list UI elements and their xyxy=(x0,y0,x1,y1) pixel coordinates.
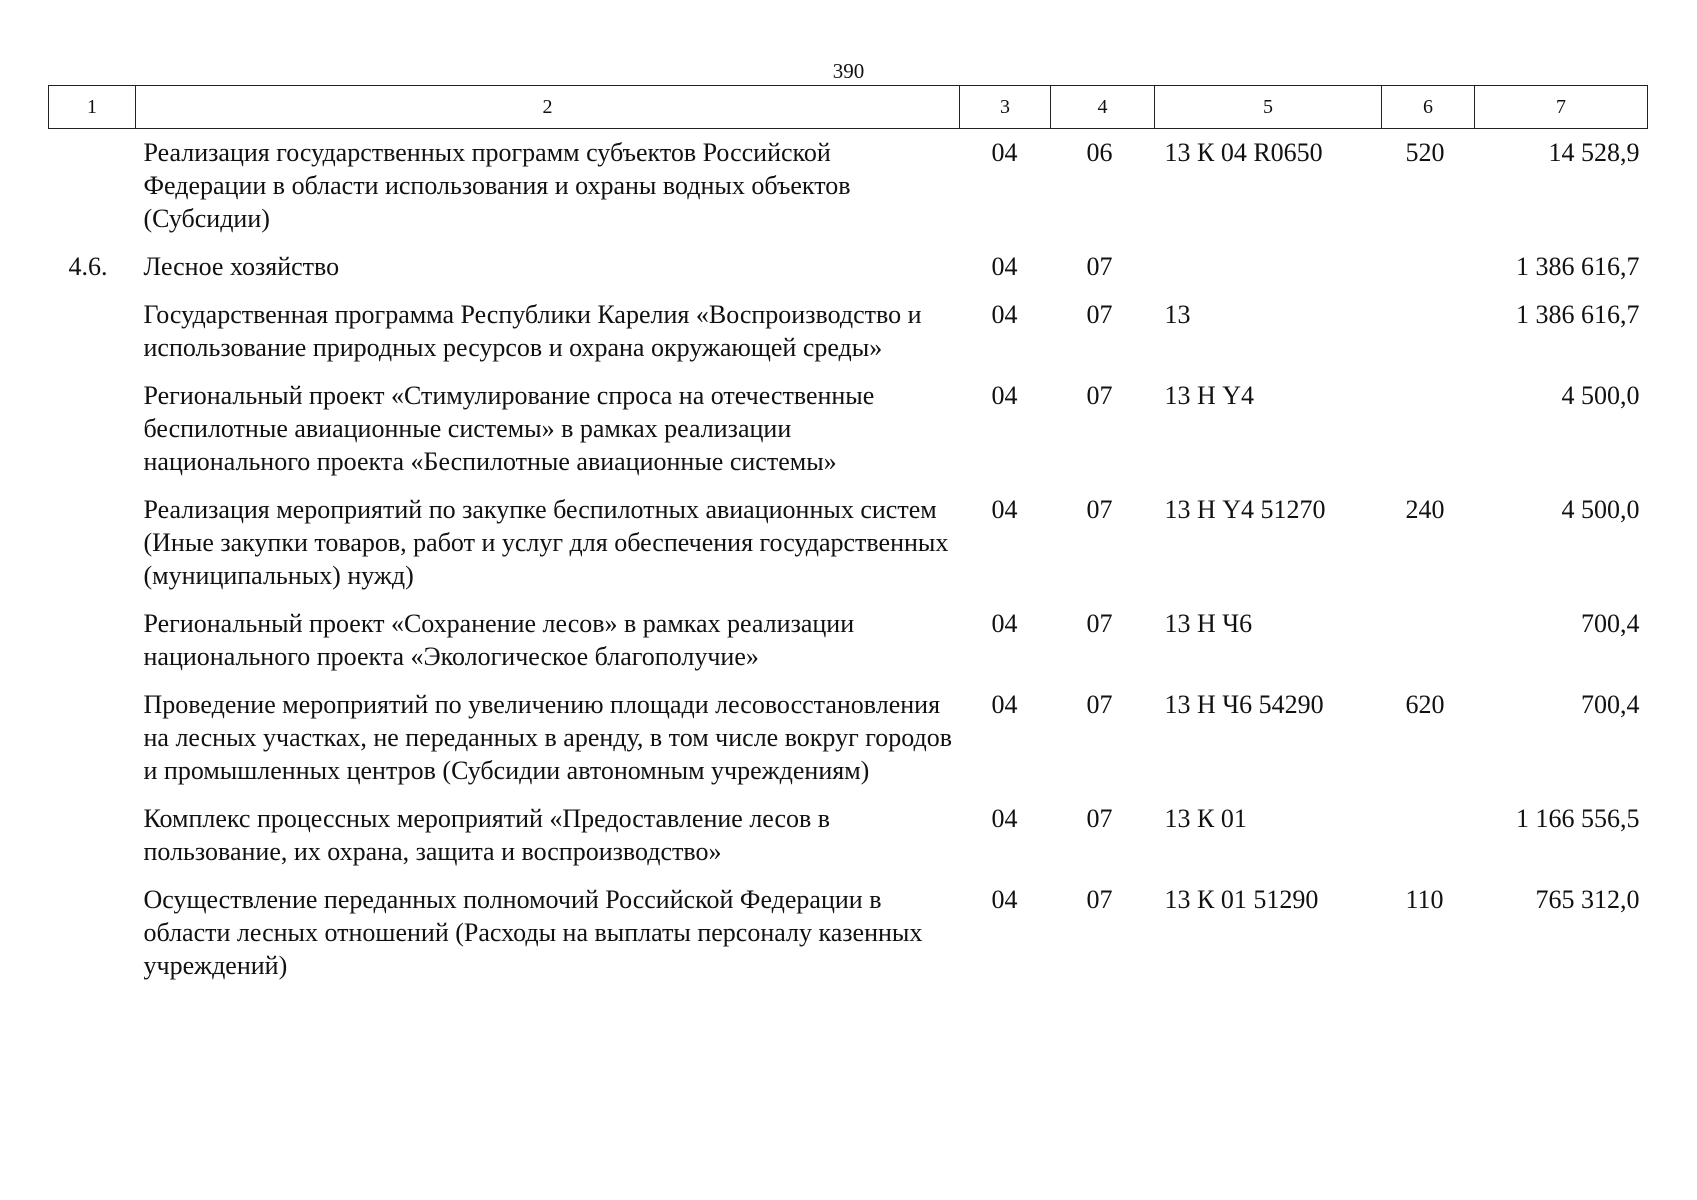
row-subsection-code: 07 xyxy=(1086,300,1113,329)
row-amount: 700,4 xyxy=(1581,690,1640,719)
row-number xyxy=(49,883,136,997)
table-row xyxy=(49,129,1648,251)
row-number xyxy=(49,802,136,883)
row-name: Проведение мероприятий по увеличению площади лесовосстановления на лесных участках, не переданных в аренду, в том числе вокруг городов и промышленных центров (Субсидии автономным учреждениям) xyxy=(143,690,953,785)
table-row xyxy=(49,688,1648,802)
budget-table-container xyxy=(48,85,1647,997)
table-row xyxy=(49,379,1648,493)
row-section-code: 04 xyxy=(991,381,1018,410)
row-name: Региональный проект «Сохранение лесов» в рамках реализации национального проекта «Экологическое благополучие» xyxy=(143,609,855,671)
row-subsection-code: 07 xyxy=(1086,885,1113,914)
row-expense-type xyxy=(1382,250,1475,298)
table-row xyxy=(49,802,1648,883)
row-target-article: 13 К 01 xyxy=(1164,804,1247,833)
row-amount: 765 312,0 xyxy=(1535,885,1640,914)
row-name: Государственная программа Республики Карелия «Воспроизводство и использование природных ресурсов и охрана окружающей среды» xyxy=(143,300,922,362)
row-name: Осуществление переданных полномочий Российской Федерации в области лесных отношений (Расходы на выплаты персоналу казенных учреждений) xyxy=(143,885,923,980)
column-header-5: 5 xyxy=(1155,86,1382,129)
row-section-code: 04 xyxy=(991,252,1018,281)
row-target-article: 13 Н Ч6 xyxy=(1164,609,1253,638)
row-amount: 4 500,0 xyxy=(1561,381,1640,410)
row-number xyxy=(49,298,136,379)
row-number: 4.6. xyxy=(68,252,108,281)
table-header xyxy=(49,86,1648,129)
row-name: Лесное хозяйство xyxy=(143,252,340,281)
column-header-1: 1 xyxy=(49,86,136,129)
table-body xyxy=(49,129,1648,998)
row-amount: 4 500,0 xyxy=(1561,495,1640,524)
row-number xyxy=(49,129,136,251)
column-header-3: 3 xyxy=(960,86,1051,129)
table-row xyxy=(49,493,1648,607)
row-name: Реализация государственных программ субъектов Российской Федерации в области использования и охраны водных объектов (Субсидии) xyxy=(143,138,851,233)
row-subsection-code: 07 xyxy=(1086,381,1113,410)
row-name: Региональный проект «Стимулирование спроса на отечественные беспилотные авиационные системы» в рамках реализации национального проекта «Беспилотные авиационные системы» xyxy=(143,381,875,476)
row-name: Реализация мероприятий по закупке беспилотных авиационных систем (Иные закупки товаров, работ и услуг для обеспечения государственных (муниципальных) нужд) xyxy=(143,495,949,590)
row-expense-type xyxy=(1382,379,1475,493)
row-section-code: 04 xyxy=(991,495,1018,524)
table-row xyxy=(49,250,1648,298)
row-amount: 1 166 556,5 xyxy=(1516,804,1640,833)
row-section-code: 04 xyxy=(991,609,1018,638)
row-target-article: 13 xyxy=(1164,300,1191,329)
row-expense-type: 520 xyxy=(1405,138,1445,167)
row-target-article: 13 К 01 51290 xyxy=(1164,885,1319,914)
row-target-article xyxy=(1155,250,1382,298)
row-target-article: 13 К 04 R0650 xyxy=(1164,138,1323,167)
row-section-code: 04 xyxy=(991,804,1018,833)
row-subsection-code: 06 xyxy=(1086,138,1113,167)
column-header-2: 2 xyxy=(136,86,960,129)
table-row xyxy=(49,607,1648,688)
table-row xyxy=(49,298,1648,379)
column-header-4: 4 xyxy=(1051,86,1155,129)
row-section-code: 04 xyxy=(991,885,1018,914)
row-subsection-code: 07 xyxy=(1086,690,1113,719)
column-header-6: 6 xyxy=(1382,86,1475,129)
row-subsection-code: 07 xyxy=(1086,495,1113,524)
row-number xyxy=(49,688,136,802)
row-section-code: 04 xyxy=(991,138,1018,167)
row-target-article: 13 Н Y4 xyxy=(1164,381,1255,410)
row-amount: 700,4 xyxy=(1581,609,1640,638)
row-number xyxy=(49,607,136,688)
row-name: Комплекс процессных мероприятий «Предоставление лесов в пользование, их охрана, защита и воспроизводство» xyxy=(143,804,831,866)
row-expense-type: 110 xyxy=(1405,885,1444,914)
row-section-code: 04 xyxy=(991,690,1018,719)
row-number xyxy=(49,493,136,607)
row-expense-type xyxy=(1382,298,1475,379)
row-expense-type: 620 xyxy=(1405,690,1445,719)
budget-table xyxy=(48,85,1648,997)
page-number: 390 xyxy=(832,59,865,83)
row-subsection-code: 07 xyxy=(1086,252,1113,281)
row-target-article: 13 Н Ч6 54290 xyxy=(1164,690,1324,719)
row-amount: 14 528,9 xyxy=(1548,138,1640,167)
table-row xyxy=(49,883,1648,997)
row-number xyxy=(49,379,136,493)
row-amount: 1 386 616,7 xyxy=(1516,300,1640,329)
row-expense-type xyxy=(1382,802,1475,883)
row-subsection-code: 07 xyxy=(1086,804,1113,833)
row-amount: 1 386 616,7 xyxy=(1516,252,1640,281)
column-number-row xyxy=(49,86,1648,129)
row-section-code: 04 xyxy=(991,300,1018,329)
row-expense-type xyxy=(1382,607,1475,688)
row-target-article: 13 Н Y4 51270 xyxy=(1164,495,1326,524)
row-subsection-code: 07 xyxy=(1086,609,1113,638)
column-header-7: 7 xyxy=(1475,86,1648,129)
row-expense-type: 240 xyxy=(1405,495,1445,524)
